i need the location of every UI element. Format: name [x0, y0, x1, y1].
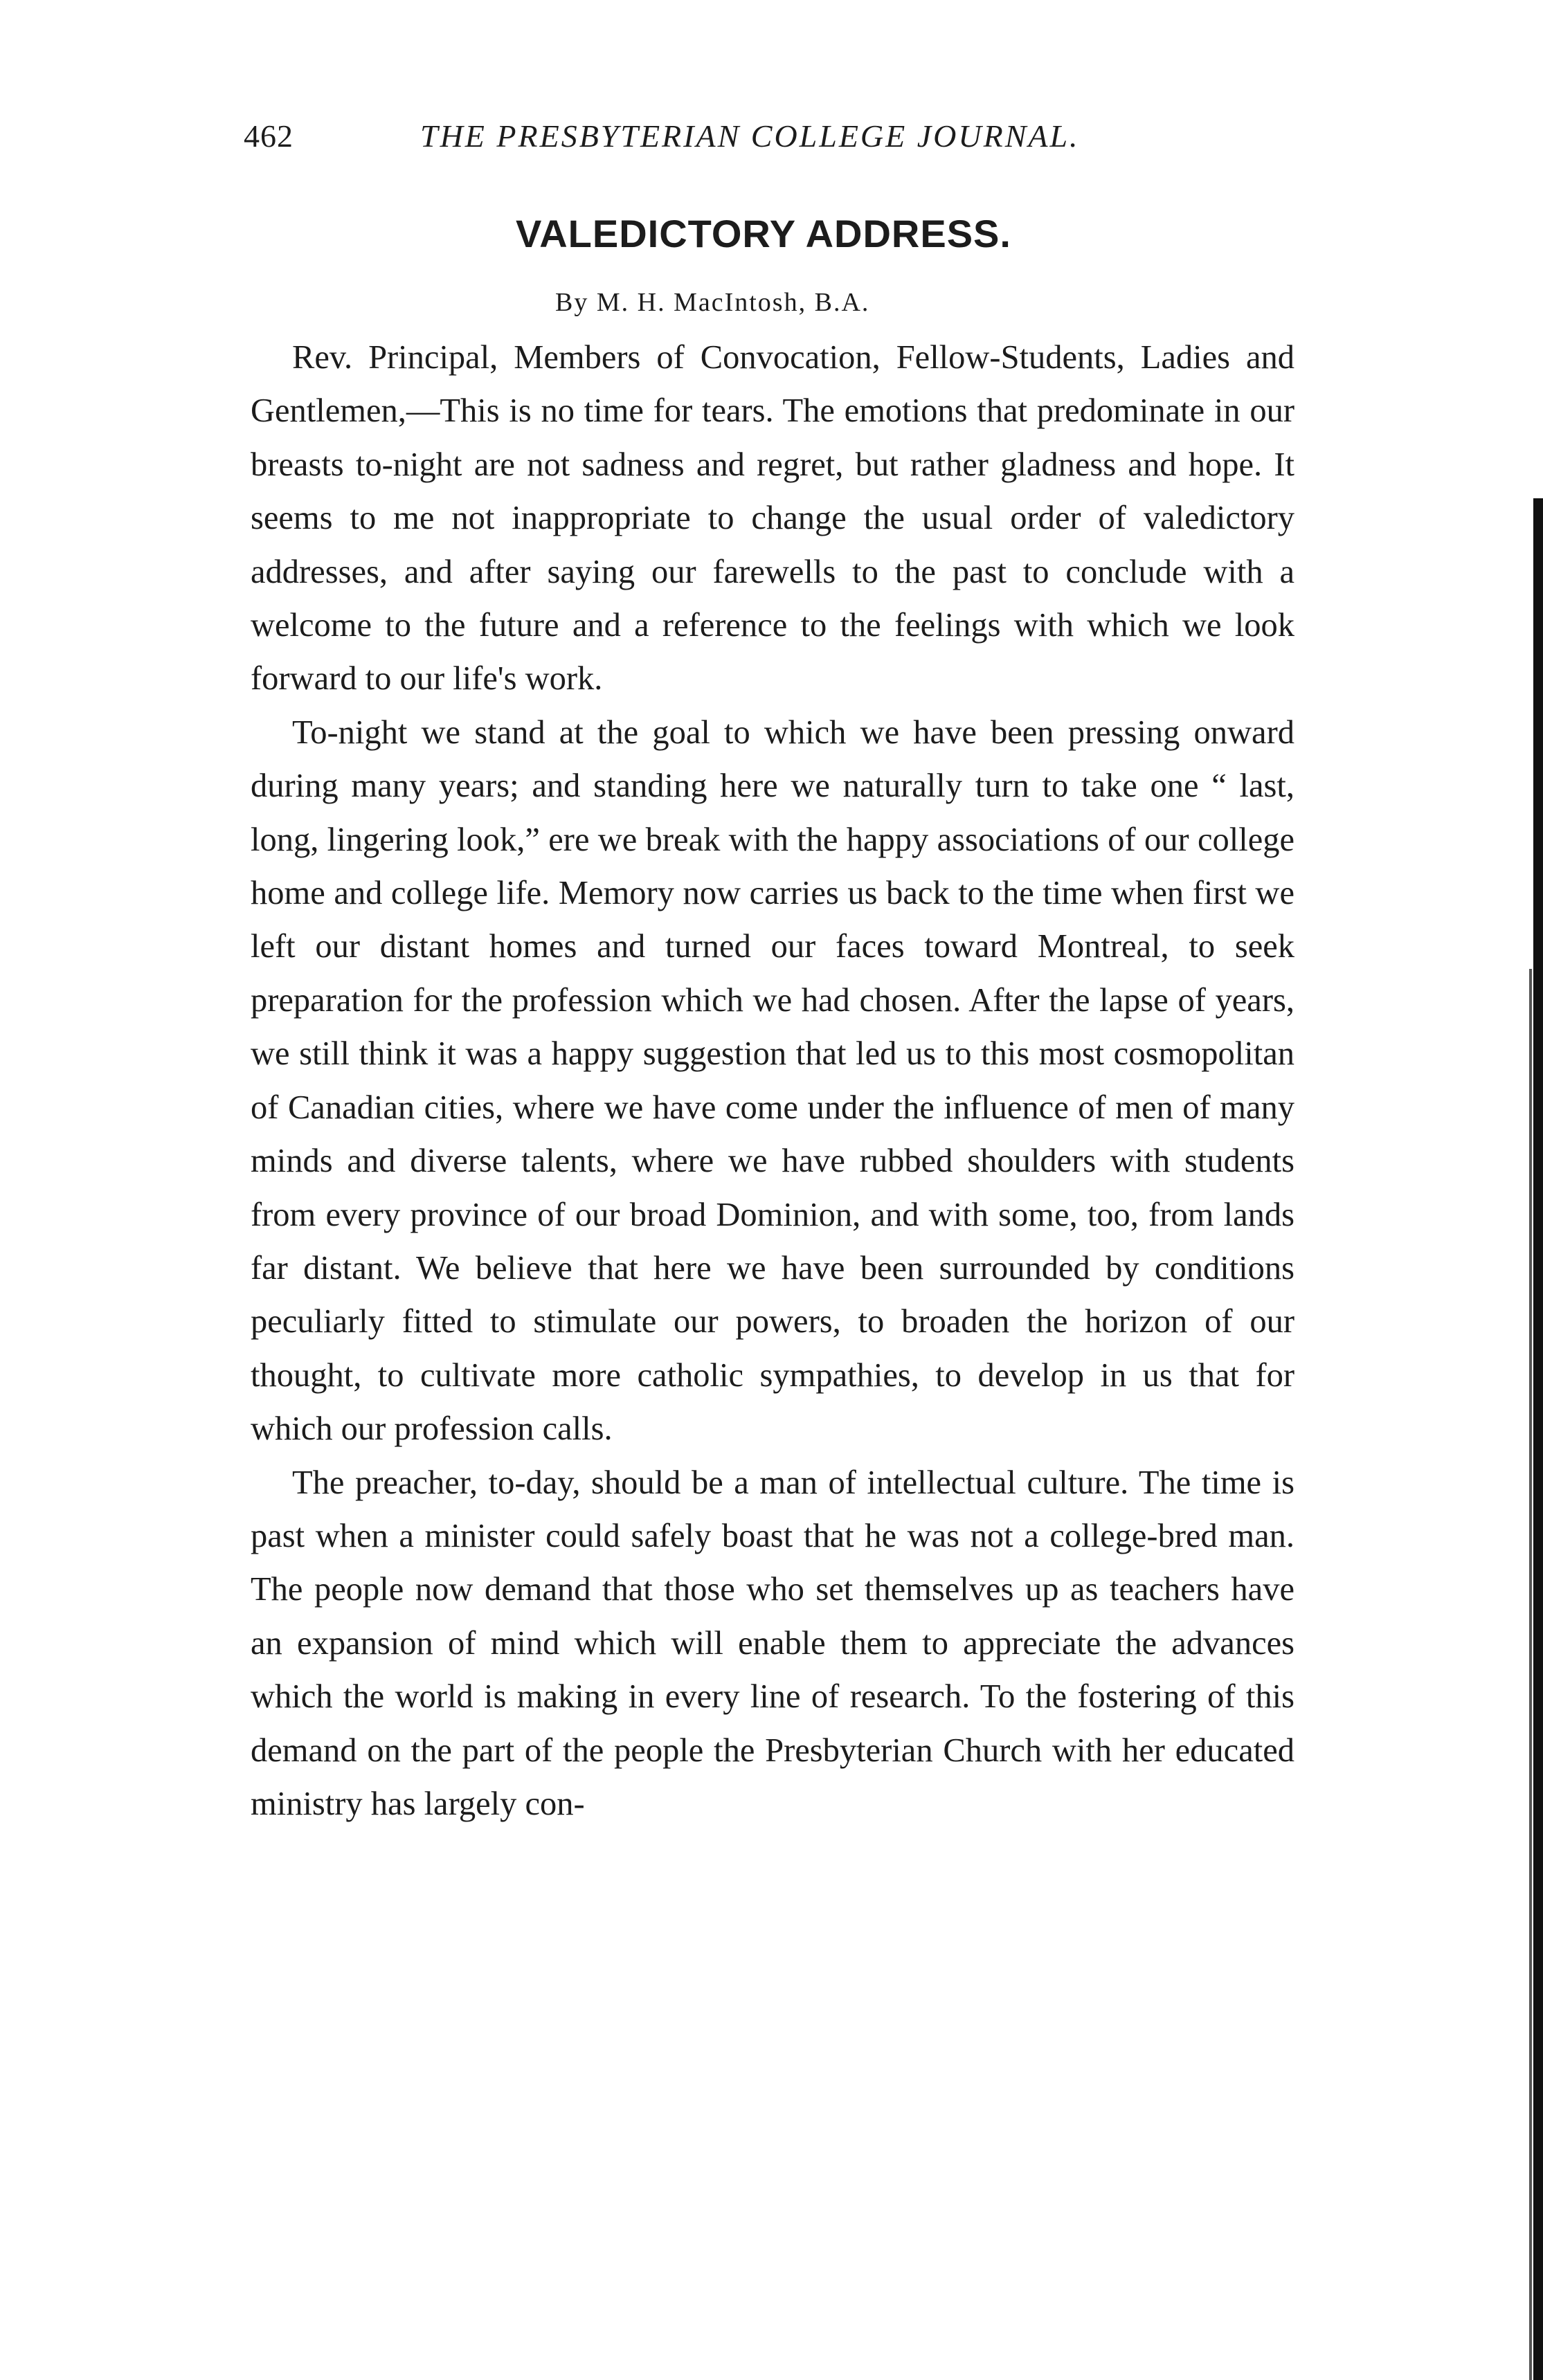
article-body	[251, 331, 1294, 1831]
scan-edge-line	[1529, 969, 1532, 2380]
paragraph-1: Rev. Principal, Members of Convocation, Fellow-Students, Ladies and Gentlemen,—This is no time for tears. The emotions that predominate in our breasts to-night are not sadness and regret, but rather gladness and hope. It seems to me not inappropriate to change the usual order of valedictory addresses, and after saying our farewells to the past to conclude with a welcome to the future and a reference to the feelings with which we look forward to our life's work.	[251, 339, 1294, 698]
scan-edge-shadow	[1533, 498, 1543, 2380]
paragraph-3: The preacher, to-day, should be a man of intellectual culture. The time is past when a minister could safely boast that he was not a college-bred man. The people now demand that those who set themselves up as teachers have an expansion of mind which will enable them to appreciate the advances which the world is making in every line of research. To the fostering of this demand on the part of the people the Presbyterian Church with her educated ministry has largely con-	[251, 1464, 1294, 1822]
page-number: 462	[244, 118, 294, 154]
paragraph-2: To-night we stand at the goal to which we have been pressing onward during many years; and standing here we naturally turn to take one “ last, long, lingering look,” ere we break with the happy associations of our college home and college life. Memory now carries us back to the time when first we left our distant homes and turned our faces toward Montreal, to seek preparation for the profession which we had chosen. After the lapse of years, we still think it was a happy suggestion that led us to this most cosmopolitan of Canadian cities, where we have come under the influence of men of many minds and diverse talents, where we have rubbed shoulders with students from every province of our broad Dominion, and with some, too, from lands far distant. We believe that here we have been surrounded by conditions peculiarly fitted to stimulate our powers, to broaden the horizon of our thought, to cultivate more catholic sympathies, to develop in us that for which our profession calls.	[251, 714, 1294, 1448]
article-title: VALEDICTORY ADDRESS.	[516, 212, 1011, 255]
page-header	[244, 118, 1213, 173]
byline: By M. H. MacIntosh, B.A.	[555, 288, 870, 317]
running-title: THE PRESBYTERIAN COLLEGE JOURNAL.	[420, 118, 1080, 154]
